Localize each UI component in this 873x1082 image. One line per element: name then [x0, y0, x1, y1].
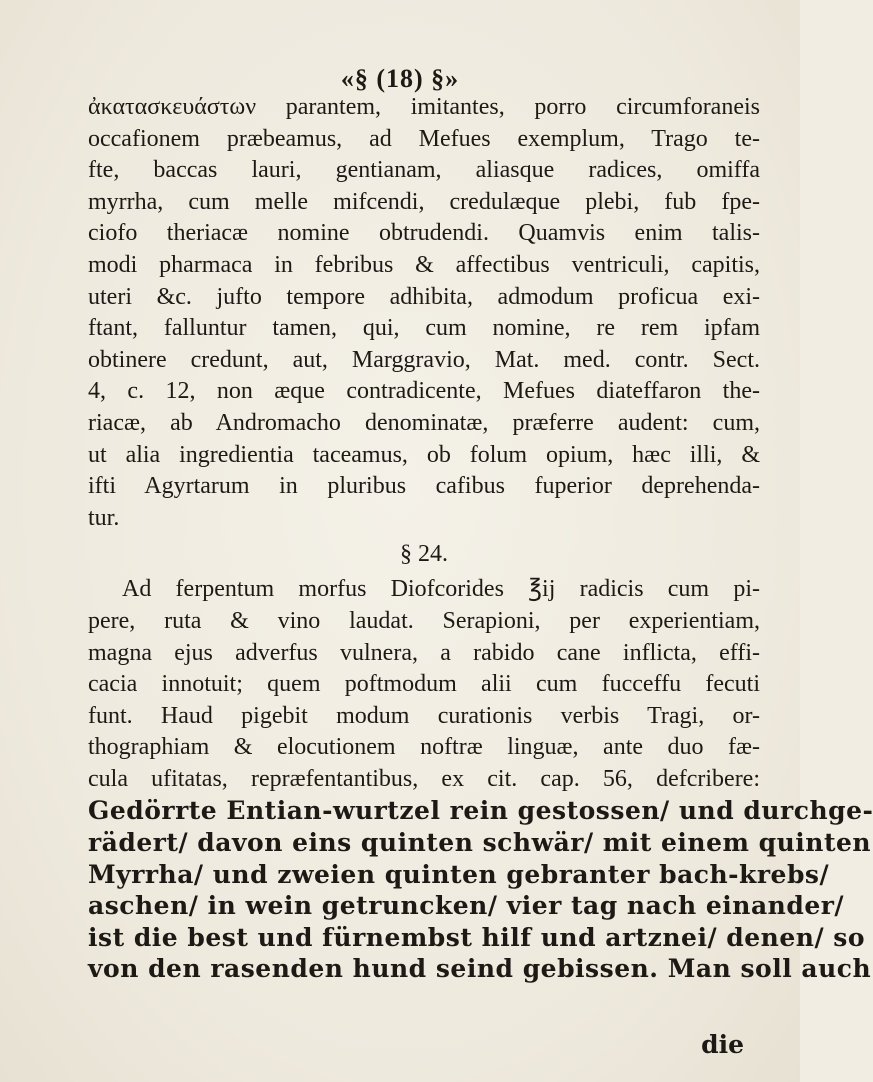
text-block: [88, 92, 873, 985]
text-line: ciofo theriacæ nomine obtrudendi. Quamvis enim talis-: [88, 220, 760, 247]
text-line: riacæ, ab Andromacho denominatæ, præferre audent: cum,: [88, 409, 760, 436]
text-line: magna ejus adverfus vulnera, a rabido cane inflicta, effi-: [88, 639, 760, 666]
text-line: ut alia ingredientia taceamus, ob folum opium, hæc illi, &: [88, 441, 760, 468]
text-line: thographiam & elocutionem noftræ linguæ, ante duo fæ-: [88, 734, 760, 761]
text-line: funt. Haud pigebit modum curationis verbis Tragi, or-: [88, 702, 760, 729]
fraktur-line: aschen/ in wein getruncken/ vier tag nach einander/: [88, 891, 845, 921]
text-line: ἀκατασκευάστων parantem, imitantes, porro circumforaneis: [88, 94, 760, 120]
text-line: Ad ferpentum morfus Diofcorides ℥ij radicis cum pi-: [122, 576, 760, 603]
fraktur-line: ist die best und fürnembst hilf und artznei/ denen/ so: [88, 922, 866, 952]
text-line: modi pharmaca in febribus & affectibus ventriculi, capitis,: [88, 251, 760, 278]
text-line: cula ufitatas, repræfentantibus, ex cit. cap. 56, defcribere:: [88, 765, 760, 792]
text-line: tur.: [88, 504, 120, 531]
fraktur-line: von den rasenden hund seind gebissen. Man soll auch: [88, 954, 872, 984]
fraktur-line: Gedörrte Entian-wurtzel rein gestossen/ und durchge-: [88, 796, 873, 826]
text-line: ifti Agyrtarum in pluribus cafibus fuperior deprehenda-: [88, 473, 760, 500]
text-line: uteri &c. jufto tempore adhibita, admodum proficua exi-: [88, 283, 760, 310]
text-line: fte, baccas lauri, gentianam, aliasque radices, omiffa: [88, 157, 760, 184]
catchword: die: [701, 1030, 744, 1059]
text-line: cacia innotuit; quem poftmodum alii cum fucceffu fecuti: [88, 671, 760, 698]
text-line: obtinere credunt, aut, Marggravio, Mat. med. contr. Sect.: [88, 346, 760, 373]
page-header: «§ (18) §»: [340, 64, 460, 93]
text-line: myrrha, cum melle mifcendi, credulæque plebi, fub fpe-: [88, 188, 760, 215]
section-heading: § 24.: [400, 541, 448, 568]
text-line: 4, c. 12, non æque contradicente, Mefues diateffaron the-: [88, 378, 760, 405]
fraktur-line: rädert/ davon eins quinten schwär/ mit einem quinten: [88, 828, 872, 858]
text-line: pere, ruta & vino laudat. Serapioni, per experientiam,: [88, 607, 760, 634]
text-line: occafionem præbeamus, ad Mefues exemplum, Trago te-: [88, 125, 760, 152]
fraktur-line: Myrrha/ und zweien quinten gebranter bach-krebs/: [88, 859, 830, 889]
text-line: ftant, falluntur tamen, qui, cum nomine, re rem ipfam: [88, 315, 760, 342]
